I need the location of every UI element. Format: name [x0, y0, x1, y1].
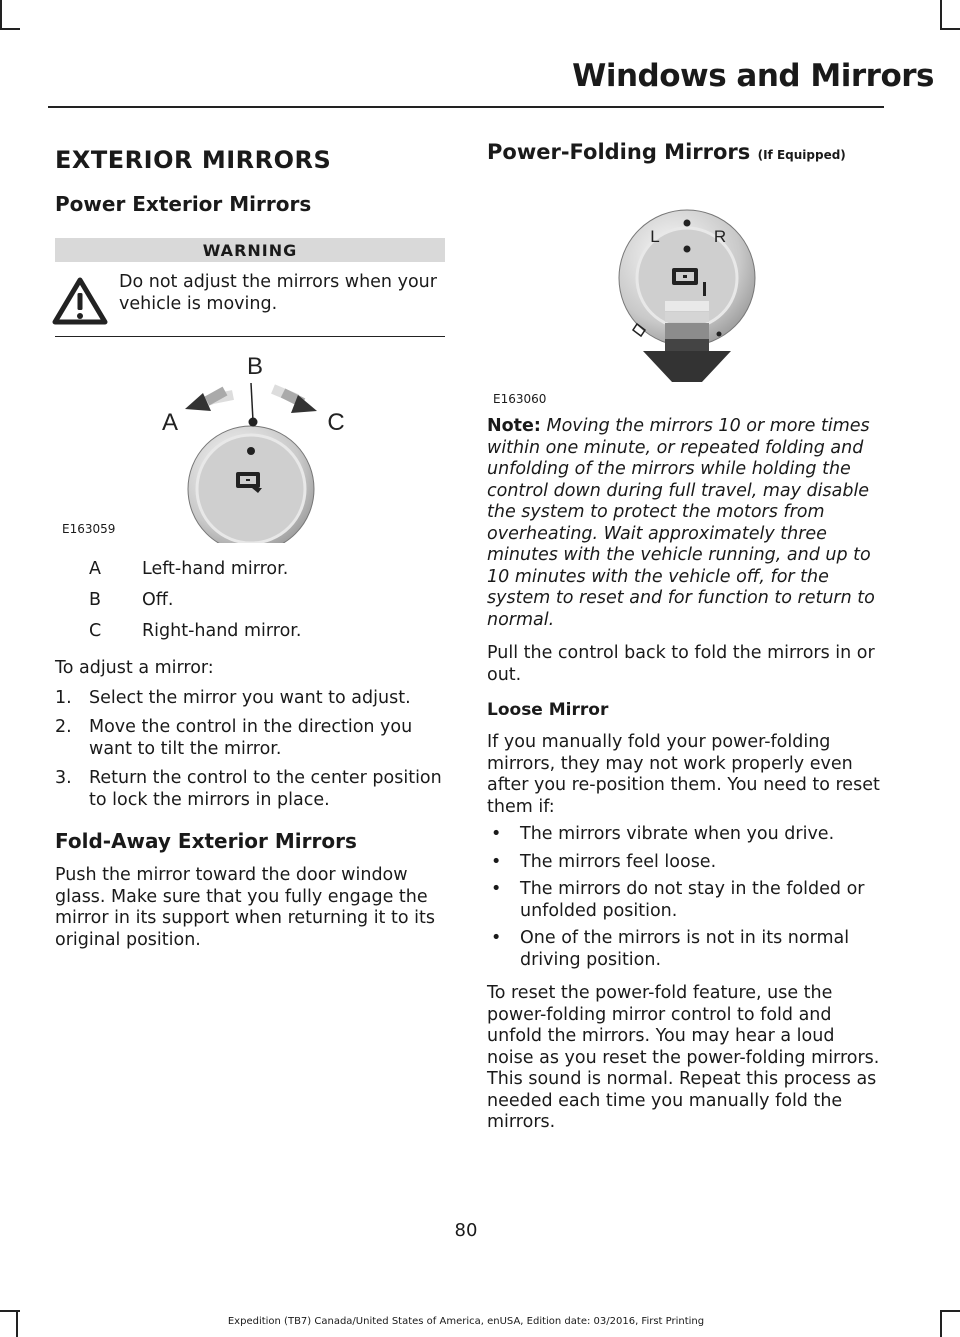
right-position-label: R [713, 227, 727, 246]
bullet-icon: • [491, 851, 502, 872]
legend-text: Left-hand mirror. [142, 558, 289, 579]
left-arrow-icon [185, 391, 233, 411]
bullet-icon: • [491, 879, 502, 899]
warning-box [55, 238, 445, 337]
bullet-text: The mirrors feel loose. [520, 851, 717, 872]
note-block [487, 416, 882, 631]
right-column [487, 140, 882, 1134]
paragraph: To reset the power-fold feature, use the power-folding mirror control to fold and unfold the mirrors. You may hear a loud noise as you reset the power-folding mirrors. This sound is normal. Repeat this process as needed each time you manually fold the mirrors. [487, 983, 880, 1132]
page-header-title: Windows and Mirrors [572, 58, 934, 94]
step-number: 1. [55, 687, 72, 708]
right-arrow-icon [273, 389, 317, 413]
position-b-label: B [246, 353, 264, 380]
legend-letter: A [89, 558, 101, 579]
if-equipped-label: (If Equipped) [757, 148, 846, 162]
crop-mark [940, 0, 942, 28]
warning-triangle-icon [51, 276, 109, 326]
note-text: Moving the mirrors 10 or more times within one minute, or repeated folding and unfolding of the mirrors while holding the control down during full travel, may disable the system to protect the motors from overheating. Wait approximately three minutes with the vehicle running, and up to 10 minutes with the vehicle off, for the system to reset and for function to return to normal. [487, 416, 875, 630]
note-paragraph [487, 416, 882, 631]
subsection-title [487, 140, 882, 164]
position-c-label: C [327, 409, 345, 436]
left-column [55, 140, 445, 951]
legend-row [55, 615, 445, 646]
reset-conditions-list [487, 824, 882, 971]
list-item [487, 824, 882, 846]
power-fold-knob-illustration [487, 164, 882, 382]
paragraph: To adjust a mirror: [55, 658, 214, 678]
page-footer: Expedition (TB7) Canada/United States of America, enUSA, Edition date: 03/2016, First Printing [227, 1316, 705, 1327]
subsection-title: Loose Mirror [487, 700, 609, 720]
legend-letter: B [89, 589, 102, 610]
step-text: Return the control to the center position to lock the mirrors in place. [89, 768, 442, 810]
legend-row [55, 584, 445, 615]
bullet-icon: • [491, 824, 502, 844]
legend-text: Right-hand mirror. [142, 620, 302, 641]
list-item [55, 717, 445, 760]
crop-mark [0, 0, 2, 28]
legend-row [55, 553, 445, 584]
crop-mark [940, 28, 960, 30]
position-a-label: A [161, 409, 179, 436]
warning-body [55, 262, 445, 337]
bullet-text: The mirrors vibrate when you drive. [520, 824, 835, 844]
section-title: EXTERIOR MIRRORS [55, 146, 332, 174]
subsection-title: Power Exterior Mirrors [55, 192, 312, 216]
header-divider [48, 106, 884, 108]
legend-text: Off. [142, 589, 174, 610]
paragraph: Pull the control back to fold the mirrors in or out. [487, 643, 875, 685]
crop-mark [0, 28, 20, 30]
list-item [487, 879, 882, 922]
warning-text: Do not adjust the mirrors when your vehicle is moving. [119, 272, 437, 314]
step-number: 3. [55, 768, 72, 788]
crop-mark [940, 1310, 960, 1312]
figure-code: E163060 [493, 392, 547, 406]
crop-mark [940, 1310, 942, 1337]
warning-label: WARNING [55, 238, 445, 262]
paragraph: Push the mirror toward the door window glass. Make sure that you fully engage the mirror in its support when returning it to its original position. [55, 865, 435, 950]
paragraph: If you manually fold your power-folding mirrors, they may not work properly even after you re-position them. You need to reset them if: [487, 732, 880, 817]
step-text: Move the control in the direction you want to tilt the mirror. [89, 717, 413, 759]
list-item [55, 768, 445, 811]
list-item [55, 688, 445, 710]
legend-letter: C [89, 620, 102, 641]
mirror-selector-knob-illustration [55, 337, 445, 543]
bullet-text: One of the mirrors is not in its normal driving position. [520, 928, 850, 970]
mirror-control-figure [55, 337, 445, 543]
note-label: Note: [487, 416, 541, 436]
bullet-icon: • [491, 928, 502, 948]
figure-code: E163059 [62, 522, 116, 536]
list-item [487, 928, 882, 971]
page-number: 80 [454, 1220, 478, 1241]
power-fold-title: Power-Folding Mirrors [487, 140, 751, 164]
figure-legend [55, 553, 445, 646]
list-item [487, 852, 882, 874]
power-fold-figure [487, 164, 882, 406]
step-number: 2. [55, 717, 72, 737]
adjust-steps [55, 688, 445, 812]
subsection-title: Fold-Away Exterior Mirrors [55, 829, 357, 853]
step-text: Select the mirror you want to adjust. [89, 687, 411, 708]
bullet-text: The mirrors do not stay in the folded or unfolded position. [520, 879, 865, 921]
left-position-label: L [650, 227, 660, 246]
